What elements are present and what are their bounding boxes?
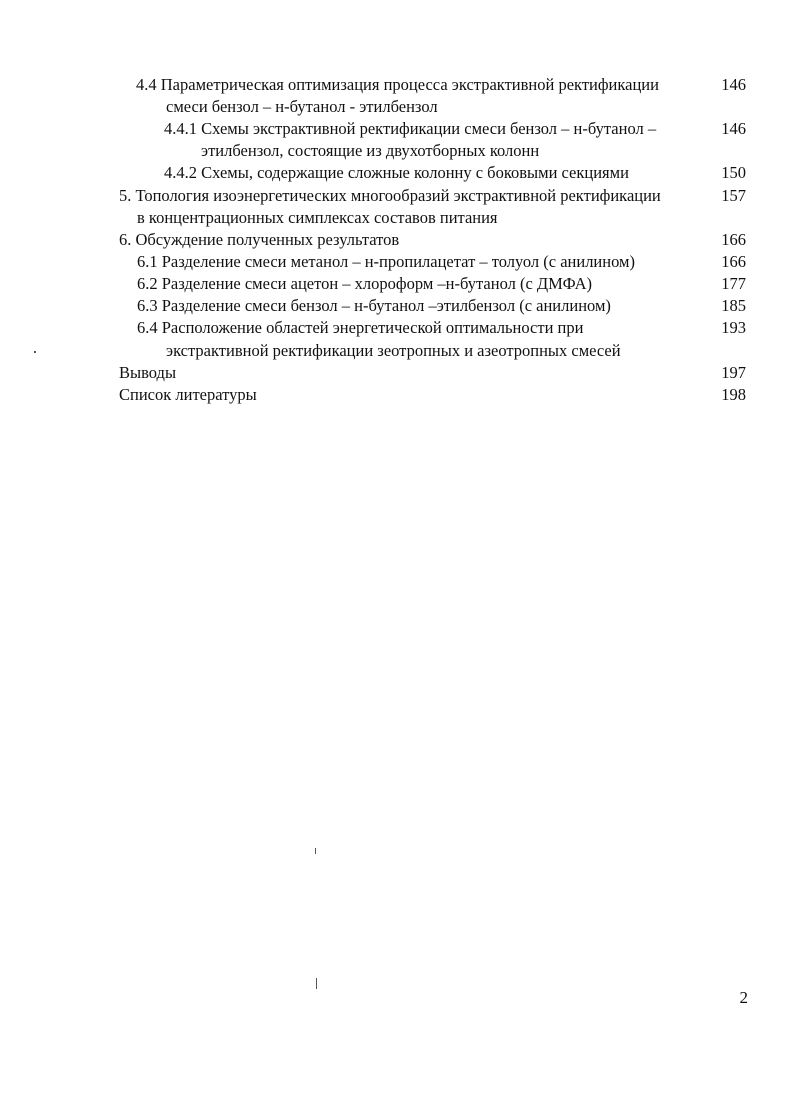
toc-entry bbox=[0, 251, 797, 273]
toc-entry-page: 185 bbox=[721, 296, 746, 315]
toc-entry-title: 4.4.2 Схемы, содержащие сложные колонну с боковыми секциями bbox=[164, 163, 629, 182]
toc-entry-title: 6.4 Расположение областей энергетической оптимальности при bbox=[137, 318, 584, 337]
toc-entry-page: 193 bbox=[721, 318, 746, 337]
toc-entry-page: 166 bbox=[721, 252, 746, 271]
toc-entry bbox=[0, 317, 797, 339]
scan-speck bbox=[316, 978, 317, 989]
toc-entry-title-continuation: этилбензол, состоящие из двухотборных колонн bbox=[201, 141, 540, 160]
toc-entry-title: 6.3 Разделение смеси бензол – н-бутанол –этилбензол (с анилином) bbox=[137, 296, 611, 315]
toc-entry-title: 6.2 Разделение смеси ацетон – хлороформ –н-бутанол (с ДМФА) bbox=[137, 274, 593, 293]
toc-entry-title: 5. Топология изоэнергетических многообразий экстрактивной ректификации bbox=[119, 186, 661, 205]
toc-entry-title: Выводы bbox=[119, 363, 177, 382]
toc-entry bbox=[0, 362, 797, 384]
toc-entry-title-continuation: экстрактивной ректификации зеотропных и азеотропных смесей bbox=[166, 341, 621, 360]
toc-entry-page: 146 bbox=[721, 119, 746, 138]
toc-entry bbox=[0, 229, 797, 251]
toc-entry-title-continuation: в концентрационных симплексах составов питания bbox=[137, 208, 498, 227]
scan-speck bbox=[34, 351, 36, 353]
toc-entry-page: 146 bbox=[721, 75, 746, 94]
toc-entry bbox=[0, 162, 797, 184]
toc-entry-title: 4.4 Параметрическая оптимизация процесса экстрактивной ректификации bbox=[136, 75, 659, 94]
toc-entry-continuation bbox=[0, 96, 797, 118]
toc-entry-page: 166 bbox=[721, 230, 746, 249]
toc-entry-page: 198 bbox=[721, 385, 746, 404]
toc-entry bbox=[0, 118, 797, 140]
toc-entry-continuation bbox=[0, 340, 797, 362]
toc-entry bbox=[0, 74, 797, 96]
toc-entry-title: 6. Обсуждение полученных результатов bbox=[119, 230, 400, 249]
toc-entry-title: Список литературы bbox=[119, 385, 257, 404]
toc-entry-title: 6.1 Разделение смеси метанол – н-пропилацетат – толуол (с анилином) bbox=[137, 252, 635, 271]
toc-entry-page: 177 bbox=[721, 274, 746, 293]
toc-entry-page: 157 bbox=[721, 186, 746, 205]
toc-entry bbox=[0, 384, 797, 406]
toc-entry bbox=[0, 273, 797, 295]
toc-entry-title-continuation: смеси бензол – н-бутанол - этилбензол bbox=[166, 97, 438, 116]
toc-entry bbox=[0, 295, 797, 317]
toc-entry-continuation bbox=[0, 140, 797, 162]
toc-entry-page: 150 bbox=[721, 163, 746, 182]
toc-entry-title: 4.4.1 Схемы экстрактивной ректификации смеси бензол – н-бутанол – bbox=[164, 119, 657, 138]
page-number: 2 bbox=[739, 988, 748, 1007]
toc-entry bbox=[0, 185, 797, 207]
toc-entry-continuation bbox=[0, 207, 797, 229]
toc-entry-page: 197 bbox=[721, 363, 746, 382]
scan-speck bbox=[315, 848, 316, 854]
